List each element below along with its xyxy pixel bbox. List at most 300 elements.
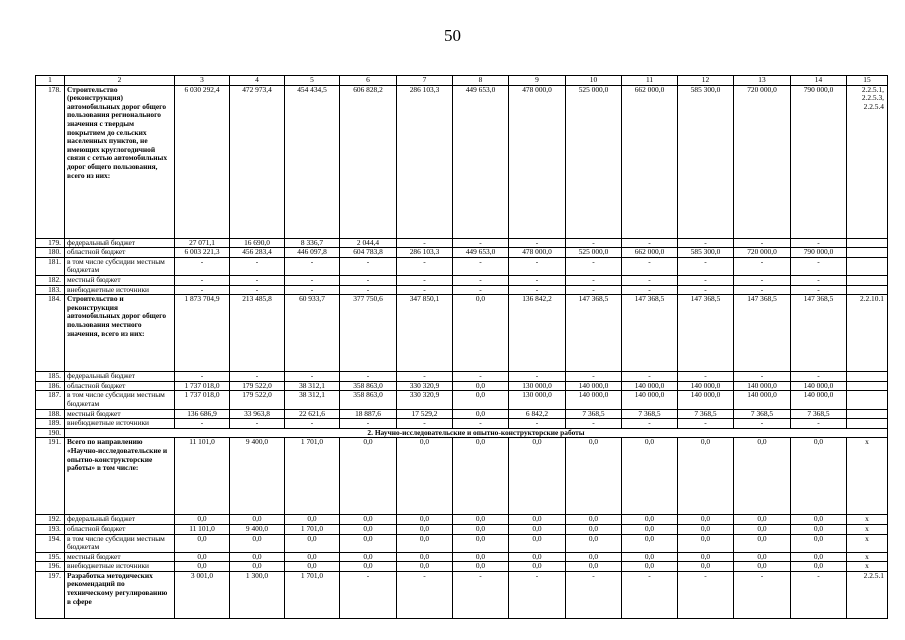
- value-cell: 0,0: [791, 562, 847, 572]
- value-cell: -: [509, 571, 566, 618]
- row-label: внебюджетные источники: [65, 562, 175, 572]
- row-label: местный бюджет: [65, 552, 175, 562]
- row-label: в том числе субсидии местным бюджетам: [65, 534, 175, 552]
- value-cell: -: [453, 419, 509, 429]
- value-cell: 377 750,6: [340, 295, 397, 372]
- table-row: [36, 248, 888, 258]
- value-cell: 525 000,0: [566, 248, 622, 258]
- value-cell: -: [622, 372, 678, 382]
- value-cell: 7 368,5: [734, 409, 791, 419]
- row-label: областной бюджет: [65, 524, 175, 534]
- value-cell: 0,0: [175, 562, 230, 572]
- value-cell: -: [230, 275, 285, 285]
- value-cell: -: [791, 275, 847, 285]
- value-cell: 140 000,0: [622, 391, 678, 409]
- row-label: федеральный бюджет: [65, 238, 175, 248]
- header-cell: 4: [230, 76, 285, 86]
- row-number: 188.: [36, 409, 65, 419]
- table-row: [36, 285, 888, 295]
- value-cell: 446 097,8: [285, 248, 340, 258]
- value-cell: 213 485,8: [230, 295, 285, 372]
- header-cell: 15: [847, 76, 888, 86]
- value-cell: -: [566, 372, 622, 382]
- table-row: [36, 409, 888, 419]
- value-cell: 0,0: [622, 552, 678, 562]
- value-cell: 130 000,0: [509, 391, 566, 409]
- value-cell: 7 368,5: [678, 409, 734, 419]
- value-cell: 140 000,0: [791, 381, 847, 391]
- value-cell: 0,0: [566, 562, 622, 572]
- value-cell: 0,0: [734, 562, 791, 572]
- value-cell: 0,0: [678, 552, 734, 562]
- header-cell: 2: [65, 76, 175, 86]
- value-cell: -: [566, 285, 622, 295]
- reference-cell: [847, 257, 888, 275]
- value-cell: 1 701,0: [285, 524, 340, 534]
- value-cell: 0,0: [509, 515, 566, 525]
- value-cell: -: [566, 257, 622, 275]
- value-cell: -: [791, 285, 847, 295]
- value-cell: -: [509, 275, 566, 285]
- value-cell: -: [734, 257, 791, 275]
- value-cell: 1 737 018,0: [175, 381, 230, 391]
- table-row: [36, 524, 888, 534]
- row-number: 178.: [36, 85, 65, 238]
- value-cell: 0,0: [566, 438, 622, 515]
- value-cell: 6 003 221,3: [175, 248, 230, 258]
- value-cell: 140 000,0: [678, 391, 734, 409]
- value-cell: 38 312,1: [285, 381, 340, 391]
- value-cell: 136 842,2: [509, 295, 566, 372]
- value-cell: -: [566, 275, 622, 285]
- value-cell: -: [397, 275, 453, 285]
- value-cell: -: [509, 372, 566, 382]
- value-cell: 0,0: [453, 524, 509, 534]
- row-number: 193.: [36, 524, 65, 534]
- header-cell: 10: [566, 76, 622, 86]
- value-cell: 0,0: [453, 562, 509, 572]
- reference-cell: [847, 409, 888, 419]
- header-cell: 12: [678, 76, 734, 86]
- value-cell: 0,0: [230, 552, 285, 562]
- reference-cell: [847, 381, 888, 391]
- row-number: 196.: [36, 562, 65, 572]
- value-cell: 2 044,4: [340, 238, 397, 248]
- table-row: [36, 257, 888, 275]
- value-cell: 0,0: [678, 515, 734, 525]
- value-cell: 478 000,0: [509, 248, 566, 258]
- table-row: [36, 562, 888, 572]
- table-row: [36, 275, 888, 285]
- value-cell: -: [509, 238, 566, 248]
- row-label: Строительство (реконструкция) автомобильных дорог общего пользования регионального значения с твердым покрытием до сельских населенных пунктов, не имеющих круглогодичной связи с сетью автомобильных дорог общего пользования, всего из них:: [65, 85, 175, 238]
- table-row: [36, 295, 888, 372]
- value-cell: 130 000,0: [509, 381, 566, 391]
- row-number: 185.: [36, 372, 65, 382]
- value-cell: -: [397, 285, 453, 295]
- value-cell: 8 336,7: [285, 238, 340, 248]
- reference-cell: x: [847, 515, 888, 525]
- value-cell: -: [791, 257, 847, 275]
- value-cell: 330 320,9: [397, 381, 453, 391]
- value-cell: 0,0: [285, 515, 340, 525]
- value-cell: 585 300,0: [678, 248, 734, 258]
- value-cell: 179 522,0: [230, 381, 285, 391]
- value-cell: -: [230, 372, 285, 382]
- table-row: [36, 571, 888, 618]
- value-cell: 1 300,0: [230, 571, 285, 618]
- table-row: [36, 515, 888, 525]
- value-cell: -: [566, 419, 622, 429]
- value-cell: 0,0: [509, 524, 566, 534]
- table-row: [36, 534, 888, 552]
- value-cell: 0,0: [791, 534, 847, 552]
- table-row: [36, 238, 888, 248]
- value-cell: -: [175, 257, 230, 275]
- value-cell: 1 701,0: [285, 438, 340, 515]
- value-cell: -: [734, 372, 791, 382]
- value-cell: -: [285, 275, 340, 285]
- table-row: [36, 372, 888, 382]
- value-cell: 0,0: [509, 438, 566, 515]
- table-row: [36, 438, 888, 515]
- value-cell: 140 000,0: [734, 391, 791, 409]
- value-cell: 7 368,5: [566, 409, 622, 419]
- value-cell: 525 000,0: [566, 85, 622, 238]
- value-cell: 0,0: [566, 534, 622, 552]
- row-number: 192.: [36, 515, 65, 525]
- value-cell: 147 368,5: [734, 295, 791, 372]
- value-cell: -: [509, 285, 566, 295]
- value-cell: 0,0: [622, 515, 678, 525]
- value-cell: 6 030 292,4: [175, 85, 230, 238]
- value-cell: 140 000,0: [791, 391, 847, 409]
- row-label: местный бюджет: [65, 275, 175, 285]
- value-cell: -: [734, 419, 791, 429]
- value-cell: 140 000,0: [566, 391, 622, 409]
- value-cell: 0,0: [340, 534, 397, 552]
- value-cell: 0,0: [678, 562, 734, 572]
- row-number: 186.: [36, 381, 65, 391]
- value-cell: 33 963,8: [230, 409, 285, 419]
- value-cell: 0,0: [453, 295, 509, 372]
- value-cell: -: [285, 285, 340, 295]
- row-number: 195.: [36, 552, 65, 562]
- value-cell: -: [734, 571, 791, 618]
- value-cell: -: [453, 238, 509, 248]
- reference-cell: [847, 372, 888, 382]
- value-cell: 456 283,4: [230, 248, 285, 258]
- value-cell: -: [509, 419, 566, 429]
- value-cell: -: [397, 571, 453, 618]
- value-cell: -: [453, 257, 509, 275]
- value-cell: -: [622, 275, 678, 285]
- header-cell: 13: [734, 76, 791, 86]
- reference-cell: [847, 248, 888, 258]
- header-cell: 9: [509, 76, 566, 86]
- value-cell: 11 101,0: [175, 438, 230, 515]
- value-cell: 16 690,0: [230, 238, 285, 248]
- value-cell: -: [566, 571, 622, 618]
- value-cell: 0,0: [622, 534, 678, 552]
- value-cell: -: [340, 275, 397, 285]
- value-cell: 140 000,0: [734, 381, 791, 391]
- row-number: 183.: [36, 285, 65, 295]
- value-cell: 358 863,0: [340, 381, 397, 391]
- row-number: 197.: [36, 571, 65, 618]
- value-cell: 140 000,0: [622, 381, 678, 391]
- value-cell: -: [678, 571, 734, 618]
- value-cell: -: [340, 419, 397, 429]
- value-cell: -: [622, 257, 678, 275]
- reference-cell: [847, 419, 888, 429]
- value-cell: 662 000,0: [622, 248, 678, 258]
- value-cell: -: [175, 372, 230, 382]
- value-cell: -: [678, 372, 734, 382]
- row-label: местный бюджет: [65, 409, 175, 419]
- value-cell: -: [340, 372, 397, 382]
- value-cell: 0,0: [397, 534, 453, 552]
- row-label: Разработка методических рекомендаций по техническому регулированию в сфере: [65, 571, 175, 618]
- value-cell: 454 434,5: [285, 85, 340, 238]
- value-cell: 585 300,0: [678, 85, 734, 238]
- value-cell: 0,0: [397, 562, 453, 572]
- value-cell: 0,0: [340, 552, 397, 562]
- table-row: [36, 381, 888, 391]
- reference-cell: 2.2.10.1: [847, 295, 888, 372]
- value-cell: 0,0: [734, 515, 791, 525]
- section-title: 2. Научно-исследовательские и опытно-конструкторские работы: [65, 428, 888, 438]
- value-cell: 0,0: [340, 438, 397, 515]
- value-cell: 0,0: [453, 391, 509, 409]
- table-row: [36, 419, 888, 429]
- header-cell: 1: [36, 76, 65, 86]
- value-cell: 0,0: [509, 562, 566, 572]
- row-label: федеральный бюджет: [65, 515, 175, 525]
- value-cell: 0,0: [453, 381, 509, 391]
- value-cell: -: [734, 238, 791, 248]
- value-cell: -: [622, 285, 678, 295]
- value-cell: 0,0: [734, 524, 791, 534]
- value-cell: 0,0: [734, 534, 791, 552]
- value-cell: -: [285, 419, 340, 429]
- row-number: 190.: [36, 428, 65, 438]
- value-cell: -: [791, 419, 847, 429]
- row-label: Всего по направлению «Научно-исследовательские и опытно-конструкторские работы» в том числе:: [65, 438, 175, 515]
- value-cell: 9 400,0: [230, 524, 285, 534]
- value-cell: -: [678, 419, 734, 429]
- value-cell: 147 368,5: [791, 295, 847, 372]
- value-cell: -: [791, 238, 847, 248]
- value-cell: 6 842,2: [509, 409, 566, 419]
- value-cell: -: [453, 571, 509, 618]
- value-cell: 0,0: [678, 534, 734, 552]
- value-cell: -: [453, 285, 509, 295]
- row-number: 194.: [36, 534, 65, 552]
- row-label: в том числе субсидии местным бюджетам: [65, 391, 175, 409]
- value-cell: 1 701,0: [285, 571, 340, 618]
- value-cell: -: [791, 571, 847, 618]
- value-cell: 38 312,1: [285, 391, 340, 409]
- value-cell: 330 320,9: [397, 391, 453, 409]
- value-cell: -: [285, 257, 340, 275]
- value-cell: -: [453, 275, 509, 285]
- value-cell: 0,0: [453, 552, 509, 562]
- value-cell: 0,0: [230, 534, 285, 552]
- value-cell: 3 001,0: [175, 571, 230, 618]
- row-label: областной бюджет: [65, 381, 175, 391]
- value-cell: -: [622, 571, 678, 618]
- value-cell: 286 103,3: [397, 85, 453, 238]
- value-cell: 18 887,6: [340, 409, 397, 419]
- value-cell: 7 368,5: [622, 409, 678, 419]
- row-label: областной бюджет: [65, 248, 175, 258]
- value-cell: -: [566, 238, 622, 248]
- value-cell: -: [230, 419, 285, 429]
- header-cell: 3: [175, 76, 230, 86]
- header-row: [36, 76, 888, 86]
- value-cell: -: [285, 372, 340, 382]
- value-cell: 358 863,0: [340, 391, 397, 409]
- value-cell: 136 686,9: [175, 409, 230, 419]
- value-cell: -: [453, 372, 509, 382]
- row-number: 179.: [36, 238, 65, 248]
- row-number: 182.: [36, 275, 65, 285]
- value-cell: 0,0: [791, 438, 847, 515]
- value-cell: -: [791, 372, 847, 382]
- budget-table: [35, 75, 888, 619]
- value-cell: 147 368,5: [678, 295, 734, 372]
- value-cell: 790 000,0: [791, 248, 847, 258]
- value-cell: 0,0: [622, 562, 678, 572]
- value-cell: 0,0: [175, 534, 230, 552]
- row-label: федеральный бюджет: [65, 372, 175, 382]
- value-cell: 27 071,1: [175, 238, 230, 248]
- value-cell: -: [397, 238, 453, 248]
- value-cell: 140 000,0: [566, 381, 622, 391]
- value-cell: 0,0: [509, 552, 566, 562]
- value-cell: -: [622, 238, 678, 248]
- header-cell: 7: [397, 76, 453, 86]
- row-number: 184.: [36, 295, 65, 372]
- reference-cell: x: [847, 534, 888, 552]
- value-cell: 147 368,5: [622, 295, 678, 372]
- reference-cell: 2.2.5.1, 2.2.5.3, 2.2.5.4: [847, 85, 888, 238]
- reference-cell: [847, 285, 888, 295]
- value-cell: 0,0: [175, 552, 230, 562]
- reference-cell: 2.2.5.1: [847, 571, 888, 618]
- value-cell: -: [397, 257, 453, 275]
- value-cell: 449 653,0: [453, 248, 509, 258]
- value-cell: 0,0: [791, 515, 847, 525]
- value-cell: 0,0: [230, 515, 285, 525]
- value-cell: 0,0: [453, 534, 509, 552]
- value-cell: -: [678, 238, 734, 248]
- value-cell: 1 737 018,0: [175, 391, 230, 409]
- header-cell: 5: [285, 76, 340, 86]
- value-cell: 0,0: [566, 524, 622, 534]
- row-label: Строительство и реконструкция автомобильных дорог общего пользования местного значения, всего из них:: [65, 295, 175, 372]
- value-cell: 0,0: [622, 438, 678, 515]
- reference-cell: x: [847, 552, 888, 562]
- value-cell: 0,0: [340, 515, 397, 525]
- value-cell: 0,0: [397, 515, 453, 525]
- value-cell: -: [340, 257, 397, 275]
- value-cell: 7 368,5: [791, 409, 847, 419]
- reference-cell: x: [847, 524, 888, 534]
- value-cell: -: [175, 419, 230, 429]
- value-cell: 662 000,0: [622, 85, 678, 238]
- value-cell: 0,0: [734, 552, 791, 562]
- reference-cell: [847, 238, 888, 248]
- value-cell: 22 621,6: [285, 409, 340, 419]
- value-cell: 472 973,4: [230, 85, 285, 238]
- table-row: [36, 552, 888, 562]
- value-cell: -: [734, 285, 791, 295]
- value-cell: 790 000,0: [791, 85, 847, 238]
- value-cell: -: [509, 257, 566, 275]
- row-number: 191.: [36, 438, 65, 515]
- value-cell: 720 000,0: [734, 85, 791, 238]
- value-cell: 0,0: [509, 534, 566, 552]
- row-number: 187.: [36, 391, 65, 409]
- value-cell: 0,0: [397, 552, 453, 562]
- value-cell: 179 522,0: [230, 391, 285, 409]
- value-cell: 0,0: [397, 524, 453, 534]
- value-cell: -: [340, 285, 397, 295]
- value-cell: -: [397, 419, 453, 429]
- value-cell: 286 103,3: [397, 248, 453, 258]
- value-cell: 0,0: [791, 524, 847, 534]
- row-label: внебюджетные источники: [65, 285, 175, 295]
- value-cell: 60 933,7: [285, 295, 340, 372]
- value-cell: 9 400,0: [230, 438, 285, 515]
- row-label: в том числе субсидии местным бюджетам: [65, 257, 175, 275]
- value-cell: 604 783,8: [340, 248, 397, 258]
- value-cell: -: [340, 571, 397, 618]
- value-cell: 0,0: [285, 534, 340, 552]
- value-cell: 0,0: [453, 409, 509, 419]
- value-cell: 478 000,0: [509, 85, 566, 238]
- value-cell: 147 368,5: [566, 295, 622, 372]
- value-cell: 0,0: [340, 562, 397, 572]
- value-cell: -: [230, 257, 285, 275]
- value-cell: -: [678, 285, 734, 295]
- value-cell: -: [175, 285, 230, 295]
- row-label: внебюджетные источники: [65, 419, 175, 429]
- reference-cell: [847, 275, 888, 285]
- reference-cell: [847, 391, 888, 409]
- value-cell: 0,0: [285, 552, 340, 562]
- value-cell: -: [678, 257, 734, 275]
- value-cell: -: [622, 419, 678, 429]
- value-cell: 0,0: [175, 515, 230, 525]
- value-cell: 606 828,2: [340, 85, 397, 238]
- value-cell: 449 653,0: [453, 85, 509, 238]
- value-cell: 1 873 704,9: [175, 295, 230, 372]
- row-number: 180.: [36, 248, 65, 258]
- value-cell: 0,0: [285, 562, 340, 572]
- value-cell: -: [397, 372, 453, 382]
- value-cell: -: [734, 275, 791, 285]
- table-row: [36, 391, 888, 409]
- value-cell: 140 000,0: [678, 381, 734, 391]
- value-cell: -: [230, 285, 285, 295]
- reference-cell: x: [847, 562, 888, 572]
- value-cell: 0,0: [230, 562, 285, 572]
- value-cell: 11 101,0: [175, 524, 230, 534]
- value-cell: 17 529,2: [397, 409, 453, 419]
